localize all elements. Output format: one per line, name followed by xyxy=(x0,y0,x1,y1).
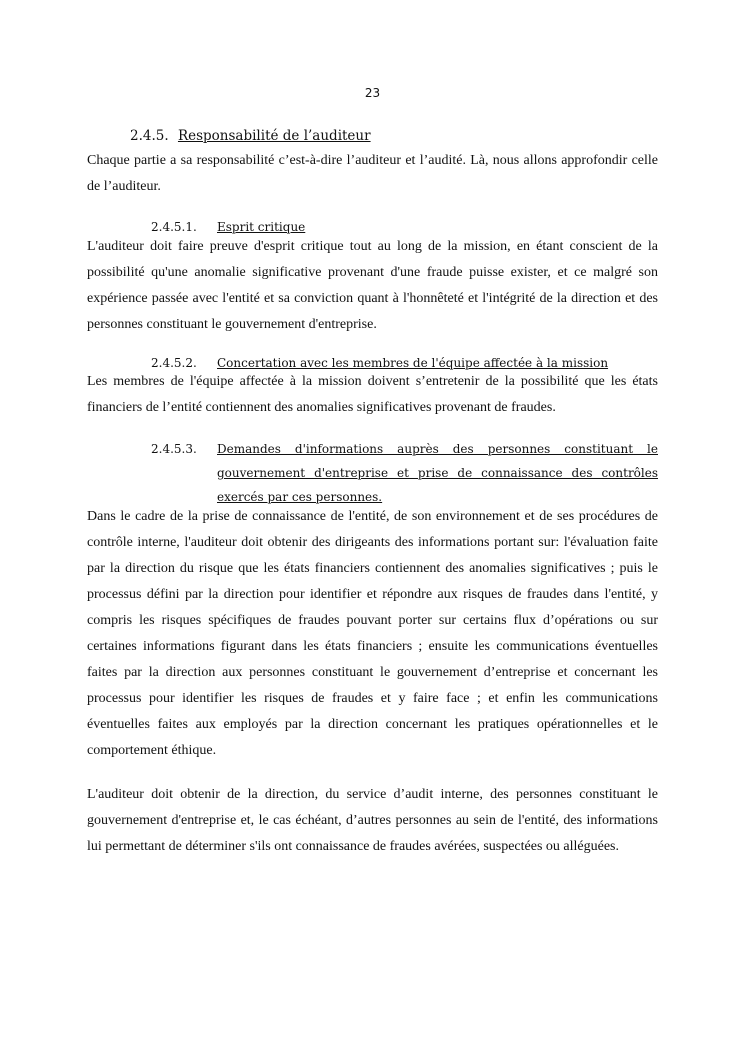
section-heading xyxy=(130,128,371,144)
subsection-number-3: 2.4.5.3. xyxy=(151,442,197,456)
subsection-number-2: 2.4.5.2. xyxy=(151,356,197,370)
subsection-body-3: Dans le cadre de la prise de connaissance de l'entité, de son environnement et de ses procédures de contrôle interne, l'auditeur doit obtenir des dirigeants des informations portant sur: l'évaluation faite par la direction du risque que les états financiers contiennent des anomalies significatives ; puis le processus défini par la direction pour identifier et répondre aux risques de fraudes dans l'entité, y compris les risques spécifiques de fraudes pouvant porter sur certains flux d’opérations ou sur certaines informations figurant dans les états financiers ; ensuite les communications éventuelles faites par la direction aux personnes constituant le gouvernement d’entreprise et concernant les processus pour identifier les risques de fraudes et y faire face ; et enfin les communications éventuelles faites aux employés par la direction concernant les pratiques opérationnelles et le comportement éthique. xyxy=(87,509,658,758)
section-number: 2.4.5. xyxy=(130,128,169,144)
subsection-body-1: L'auditeur doit faire preuve d'esprit critique tout au long de la mission, en étant conscient de la possibilité qu'une anomalie significative provenant d'une fraude puisse exister, et ce malgré son expérience passée avec l'entité et sa conviction quant à l'honnêteté et l'intégrité de la direction et des personnes constituant le gouvernement d'entreprise. xyxy=(87,239,658,332)
subsection-body-2: Les membres de l'équipe affectée à la mission doivent s’entretenir de la possibilité que les états financiers de l’entité contiennent des anomalies significatives provenant de fraudes. xyxy=(87,374,658,415)
subsection-title-3: Demandes d'informations auprès des personnes constituant le gouvernement d'entreprise et prise de connaissance des contrôles exercés par ces personnes. xyxy=(217,442,658,504)
subsection-title-1: Esprit critique xyxy=(217,220,306,234)
subsection-body-3-continued: L'auditeur doit obtenir de la direction, du service d’audit interne, des personnes constituant le gouvernement d'entreprise et, le cas échéant, d’autres personnes au sein de l'entité, des informations lui permettant de déterminer s'ils ont connaissance de fraudes avérées, suspectées ou alléguées. xyxy=(87,787,658,854)
subsection-number-1: 2.4.5.1. xyxy=(151,220,197,234)
page-number: 23 xyxy=(364,86,381,100)
section-intro-paragraph: Chaque partie a sa responsabilité c’est-à-dire l’auditeur et l’audité. Là, nous allons approfondir celle de l’auditeur. xyxy=(87,153,658,194)
section-title: Responsabilité de l’auditeur xyxy=(177,128,371,144)
subsection-title-2: Concertation avec les membres de l'équipe affectée à la mission xyxy=(217,356,609,370)
